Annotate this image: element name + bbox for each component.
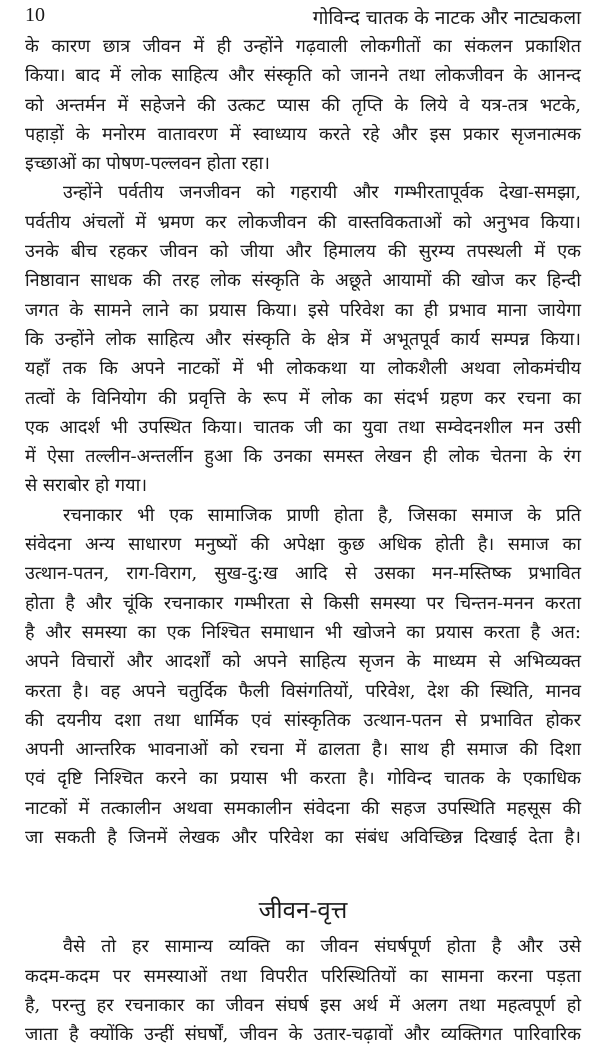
text-line: संवेदना अन्य साधारण मनुष्यों की अपेक्षा कुछ अधिक होती है। समाज का [25,534,581,556]
text-line: जाता है क्योंकि उन्हीं संघर्षों, जीवन के उतार-चढ़ावों और व्यक्तिगत पारिवारिक [25,1024,581,1046]
text-line: है और समस्या का एक निश्चित समाधान भी खोजने का प्रयास करता है अत: [25,621,581,643]
text-line: है, परन्तु हर रचनाकार का जीवन संघर्ष इस अर्थ में अलग तथा महत्वपूर्ण हो [25,994,581,1016]
text-line: अपने विचारों और आदर्शों को अपने साहित्य सृजन के माध्यम से अभिव्यक्त [25,651,581,673]
paragraph [25,932,581,1049]
text-line: जा सकती है जिनमें लेखक और परिवेश का संबंध अविच्छिन्न दिखाई देता है। [25,827,581,849]
text-line: जगत के सामने लाने का प्रयास किया। इसे परिवेश का ही प्रभाव माना जायेगा [25,299,581,321]
text-line: एवं दृष्टि निश्चित करने का प्रयास भी करता है। गोविन्द चातक के एकाधिक [25,768,581,790]
text-line: को अन्तर्मन में सहेजने की उत्कट प्यास की तृप्ति के लिये वे यत्र-तत्र भटके, [25,94,581,116]
text-line: में ऐसा तल्लीन-अन्तर्लीन हुआ कि उनका समस्त लेखन ही लोक चेतना के रंग [25,446,581,468]
text-line: उनके बीच रहकर जीवन को जीया और हिमालय की सुरम्य तपस्थली में एक [25,241,581,263]
text-line: इच्छाओं का पोषण-पल्लवन होता रहा। [25,153,270,175]
text-line: नाटकों में तत्कालीन अथवा समकालीन संवेदना की सहज उपस्थिति महसूस की [25,797,581,819]
paragraph [25,501,581,853]
page-body [25,32,581,1050]
running-title: गोविन्द चातक के नाटक और नाट्यकला [312,7,581,29]
text-line: कि उन्होंने लोक साहित्य और संस्कृति के क्षेत्र में अभूतपूर्व कार्य सम्पन्न किया। [25,328,581,350]
text-line: कदम-कदम पर समस्याओं तथा विपरीत परिस्थितियों का सामना करना पड़ता [25,965,581,987]
text-line: रचनाकार भी एक सामाजिक प्राणी होता है, जिसका समाज के प्रति [63,504,581,526]
text-line: किया। बाद में लोक साहित्य और संस्कृति को जानने तथा लोकजीवन के आनन्द [25,65,581,87]
text-line: पहाड़ों के मनोरम वातावरण में स्वाध्याय करते रहे और इस प्रकार सृजनात्मक [25,123,581,145]
spacer [25,852,581,892]
text-line: से सराबोर हो गया। [25,475,148,497]
running-header [25,4,581,30]
text-line: तत्वों के विनियोग की प्रवृत्ति के रूप में लोक का संदर्भ ग्रहण कर रचना का [25,387,581,409]
text-line: निष्ठावान साधक की तरह लोक संस्कृति के अछूते आयामों की खोज कर हिन्दी [25,270,581,292]
text-line: अपनी आन्तरिक भावनाओं को रचना में ढालता है। साथ ही समाज की दिशा [25,739,581,761]
text-line: उत्थान-पतन, राग-विराग, सुख-दु:ख आदि से उसका मन-मस्तिष्क प्रभावित [25,563,581,585]
section-heading: जीवन-वृत्त [258,896,348,925]
text-line: पर्वतीय अंचलों में भ्रमण कर लोकजीवन की वास्तविकताओं को अनुभव किया। [25,211,581,233]
page-number: 10 [25,4,45,26]
paragraph [25,178,581,500]
text-line: के कारण छात्र जीवन में ही उन्होंने गढ़वाली लोकगीतों का संकलन प्रकाशित [25,36,581,57]
text-line: वैसे तो हर सामान्य व्यक्ति का जीवन संघर्षपूर्ण होता है और उसे [63,936,581,958]
text-line: यहाँ तक कि अपने नाटकों में भी लोककथा या लोकशैली अथवा लोकमंचीय [25,358,581,380]
text-line: करता है। वह अपने चतुर्दिक फैली विसंगतियों, परिवेश, देश की स्थिति, मानव [25,680,581,702]
text-line: होता है और चूंकि रचनाकार गम्भीरता से किसी समस्या पर चिन्तन-मनन करता [25,592,581,614]
text-line: एक आदर्श भी उपस्थित किया। चातक जी का युवा तथा सम्वेदनशील मन उसी [25,416,581,438]
text-line: की दयनीय दशा तथा धार्मिक एवं सांस्कृतिक उत्थान-पतन से प्रभावित होकर [25,709,581,731]
paragraph [25,32,581,178]
text-line: उन्होंने पर्वतीय जनजीवन को गहरायी और गम्भीरतापूर्वक देखा-समझा, [63,182,581,204]
